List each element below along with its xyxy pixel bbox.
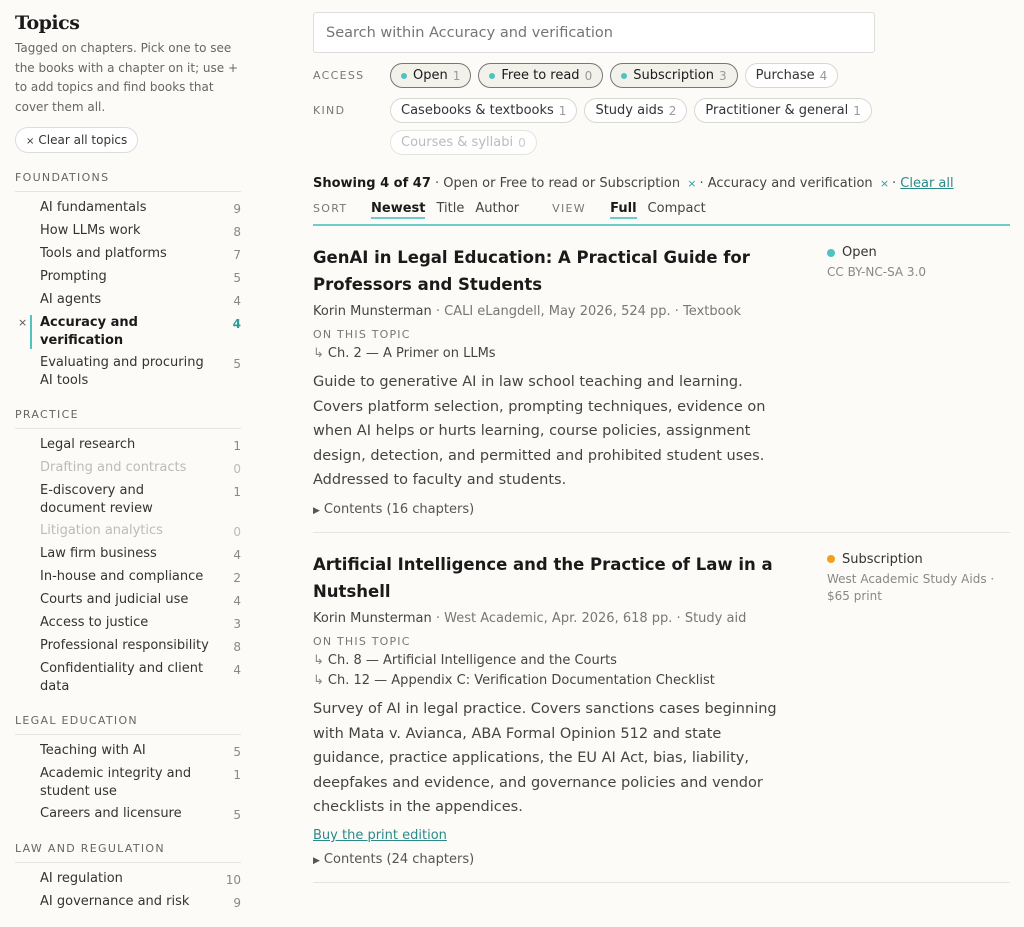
topic-label: Evaluating and procuring AI tools — [40, 355, 204, 388]
sidebar-item-academic-integrity-and-student-use[interactable] — [15, 763, 241, 803]
topic-label: Professional responsibility — [40, 638, 209, 653]
sort-option-title[interactable]: Title — [436, 201, 465, 216]
sidebar-item-ai-agents[interactable] — [15, 289, 241, 312]
chip-label: Courses & syllabi — [401, 135, 514, 150]
access-info — [827, 552, 1007, 605]
sidebar-item-evaluating-and-procuring-ai-tools[interactable] — [15, 352, 241, 392]
chip-count: 1 — [853, 103, 861, 118]
book-card — [313, 226, 1010, 533]
view-option-full[interactable]: Full — [610, 201, 636, 219]
remove-topic-icon[interactable]: × — [18, 316, 28, 329]
topic-label: Careers and licensure — [40, 806, 182, 821]
access-chip-open[interactable] — [390, 63, 471, 88]
clear-all-link[interactable]: Clear all — [900, 176, 954, 191]
access-meta: West Academic Study Aids · $65 print — [827, 571, 995, 603]
topic-label: Accuracy and verification — [40, 315, 138, 348]
topic-count: 2 — [233, 571, 241, 585]
book-list — [313, 226, 1010, 883]
chip-count: 1 — [452, 68, 461, 83]
access-meta: CC BY-NC-SA 3.0 — [827, 265, 927, 279]
topic-count: 0 — [233, 462, 241, 476]
chapter-title: Ch. 12 — Appendix C: Verification Documentation Checklist — [327, 672, 715, 688]
chip-label: Free to read — [501, 68, 580, 83]
access-label: Subscription — [842, 551, 923, 567]
access-dot-icon — [827, 555, 835, 563]
topic-label: Courts and judicial use — [40, 592, 189, 607]
topic-label: AI agents — [40, 292, 102, 307]
topic-count: 5 — [233, 357, 241, 371]
sidebar-item-access-to-justice[interactable] — [15, 612, 241, 635]
access-dot-icon — [827, 249, 835, 257]
sort-option-author[interactable]: Author — [475, 201, 520, 216]
sidebar-item-careers-and-licensure[interactable] — [15, 803, 241, 826]
topic-count: 4 — [233, 663, 241, 677]
topic-label: In-house and compliance — [40, 569, 204, 584]
view-options — [610, 201, 717, 216]
topic-label: E-discovery and document review — [40, 483, 153, 516]
book-author: Korin Munsterman — [313, 304, 432, 319]
sidebar-item-law-firm-business[interactable] — [15, 543, 241, 566]
chip-label: Casebooks & textbooks — [401, 103, 554, 118]
topic-section-law-and-regulation — [15, 842, 241, 914]
book-byline: Korin Munsterman · West Academic, Apr. 2026, 618 pp. · Study aid — [313, 610, 747, 626]
sidebar-item-tools-and-platforms[interactable] — [15, 243, 241, 266]
kind-chip-casebooks-textbooks[interactable] — [390, 98, 577, 123]
topic-count: 4 — [233, 548, 241, 562]
selected-dot-icon — [401, 73, 407, 79]
topic-label: Drafting and contracts — [40, 460, 187, 475]
topic-label: Prompting — [40, 269, 107, 284]
view-label: VIEW — [552, 202, 586, 215]
topic-count: 4 — [233, 294, 241, 308]
chapter-link[interactable] — [313, 673, 1010, 688]
buy-wrap — [313, 820, 1010, 843]
chip-label: Purchase — [755, 68, 815, 83]
topic-section-legal-education — [15, 714, 241, 826]
book-publication: CALI eLangdell, May 2026, 524 pp. · Textbook — [444, 304, 742, 319]
chip-label: Study aids — [595, 103, 664, 118]
book-author: Korin Munsterman — [313, 610, 432, 626]
selected-dot-icon — [621, 73, 627, 79]
topic-summary: Accuracy and verification — [707, 176, 873, 191]
clear-all-topics-label: Clear all topics — [38, 133, 128, 147]
topic-count: 5 — [233, 271, 241, 285]
sidebar-item-legal-research[interactable] — [15, 434, 241, 457]
book-title[interactable]: Artificial Intelligence and the Practice of Law in a Nutshell — [313, 554, 773, 601]
chip-count: 0 — [584, 68, 593, 83]
topic-label: Tools and platforms — [40, 246, 167, 261]
topic-count: 3 — [233, 617, 241, 631]
access-info — [827, 245, 1007, 281]
topic-label: Access to justice — [40, 615, 149, 630]
contents-label: Contents (24 chapters) — [323, 851, 475, 867]
buy-print-link[interactable]: Buy the print edition — [313, 827, 447, 843]
topic-label: AI governance and risk — [40, 894, 190, 909]
topic-count: 1 — [233, 485, 241, 499]
section-heading: LAW AND REGULATION — [15, 842, 241, 863]
sidebar-item-professional-responsibility[interactable] — [15, 635, 241, 658]
on-topic-label: ON THIS TOPIC — [313, 328, 411, 341]
topic-count: 4 — [232, 317, 241, 331]
topic-section-foundations — [15, 171, 241, 392]
remove-access-filter-icon[interactable]: × — [687, 177, 697, 190]
chip-label: Subscription — [633, 68, 714, 83]
sort-view-bar — [313, 201, 1010, 226]
chip-count: 2 — [668, 103, 677, 118]
disclosure-triangle-icon: ▶ — [313, 505, 320, 516]
topics-sidebar — [15, 10, 241, 914]
selected-dot-icon — [489, 73, 495, 79]
kind-filter-row — [313, 98, 1010, 155]
kind-filter-label: KIND — [313, 104, 346, 117]
topic-label: Legal research — [40, 437, 136, 452]
view-option-compact[interactable]: Compact — [647, 201, 706, 216]
access-filter-row — [313, 63, 1010, 88]
topic-label: AI fundamentals — [40, 200, 147, 215]
chip-count: 4 — [819, 68, 828, 83]
topic-label: Academic integrity and student use — [40, 766, 192, 799]
topic-count: 1 — [233, 439, 241, 453]
return-arrow-icon: ↳ — [313, 672, 324, 688]
sidebar-item-courts-and-judicial-use[interactable] — [15, 589, 241, 612]
section-heading: PRACTICE — [15, 408, 241, 429]
access-badge — [827, 552, 1007, 567]
topic-label: AI regulation — [40, 871, 123, 886]
chapter-title: Ch. 2 — A Primer on LLMs — [327, 346, 496, 361]
topic-label: How LLMs work — [40, 223, 141, 238]
topic-count: 5 — [233, 808, 241, 822]
access-summary: Open or Free to read or Subscription — [443, 176, 681, 191]
topic-section-practice — [15, 408, 241, 698]
sidebar-item-litigation-analytics — [15, 520, 241, 543]
chip-count: 3 — [718, 68, 727, 83]
sidebar-item-drafting-and-contracts — [15, 457, 241, 480]
topic-label: Litigation analytics — [40, 523, 163, 538]
sidebar-item-in-house-and-compliance[interactable] — [15, 566, 241, 589]
sidebar-item-how-llms-work[interactable] — [15, 220, 241, 243]
sidebar-item-prompting[interactable] — [15, 266, 241, 289]
chip-label: Open — [413, 68, 448, 83]
sidebar-item-ai-governance-and-risk[interactable] — [15, 891, 241, 914]
access-chips — [390, 63, 838, 88]
on-topic-label: ON THIS TOPIC — [313, 634, 411, 648]
chapter-link[interactable] — [313, 653, 1010, 668]
topic-label: Law firm business — [40, 546, 157, 561]
access-chip-purchase[interactable] — [745, 63, 839, 88]
access-chip-free-to-read[interactable] — [478, 63, 603, 88]
topic-sections — [15, 171, 241, 914]
topic-label: Confidentiality and client data — [40, 661, 204, 694]
sort-options — [371, 201, 530, 216]
disclosure-triangle-icon: ▶ — [313, 855, 320, 866]
topic-count: 8 — [233, 225, 241, 239]
book-description: Survey of AI in legal practice. Covers sanctions cases beginning with Mata v. Avianca, ABA Formal Opinion 512 and state guidance, practice applications, the EU AI Act, bias, liability, deepfakes and evidence, and governance policies and vendor checklists in the appendices. — [313, 700, 777, 816]
access-badge — [827, 245, 1007, 260]
close-icon: × — [26, 136, 35, 147]
access-chip-subscription[interactable] — [610, 63, 737, 88]
kind-chips — [390, 98, 880, 155]
section-heading: LEGAL EDUCATION — [15, 714, 241, 735]
book-publication: West Academic, Apr. 2026, 618 pp. · Study aid — [444, 610, 747, 626]
sidebar-item-ai-fundamentals[interactable] — [15, 197, 241, 220]
sort-option-newest[interactable]: Newest — [371, 201, 425, 219]
topic-count: 4 — [233, 594, 241, 608]
sidebar-title: Topics — [15, 12, 80, 34]
topic-count: 9 — [233, 202, 241, 216]
chapter-title: Ch. 8 — Artificial Intelligence and the Courts — [327, 652, 617, 668]
return-arrow-icon: ↳ — [313, 346, 324, 361]
results-summary: Showing 4 of 47 · Open or Free to read or Subscription × · Accuracy and verification × · Clear all — [313, 176, 954, 191]
chip-label: Practitioner & general — [705, 103, 849, 118]
topic-count: 5 — [233, 745, 241, 759]
topic-count: 9 — [233, 896, 241, 910]
topic-count: 10 — [225, 873, 241, 887]
section-heading: FOUNDATIONS — [15, 171, 241, 192]
kind-chip-courses-syllabi — [390, 130, 537, 155]
chapter-link[interactable] — [313, 346, 1010, 361]
sidebar-item-e-discovery-and-document-review[interactable] — [15, 480, 241, 520]
book-title[interactable]: GenAI in Legal Education: A Practical Guide for Professors and Students — [313, 248, 750, 294]
results-main — [313, 12, 1010, 883]
sidebar-intro: Tagged on chapters. Pick one to see the books with a chapter on it; use + to add topics and find books that cover them all. — [15, 41, 239, 114]
chip-count: 0 — [518, 135, 526, 150]
topic-count: 7 — [233, 248, 241, 262]
clear-all-topics-button[interactable] — [15, 127, 138, 153]
topic-count: 0 — [233, 525, 241, 539]
book-description: Guide to generative AI in law school teaching and learning. Covers platform selection, prompting techniques, evidence on when AI helps or hurts learning, course policies, assignment design, detection, and permitted and prohibited student uses. Addressed to faculty and students. — [313, 374, 766, 489]
book-card — [313, 533, 1010, 883]
topic-count: 1 — [233, 768, 241, 782]
sidebar-item-accuracy-and-verification[interactable] — [15, 312, 241, 352]
kind-chip-practitioner-general[interactable] — [694, 98, 871, 123]
return-arrow-icon: ↳ — [313, 652, 324, 668]
remove-topic-filter-icon[interactable]: × — [879, 177, 890, 190]
contents-toggle[interactable] — [313, 502, 1010, 517]
access-filter-label: ACCESS — [313, 69, 365, 82]
topic-count: 8 — [233, 640, 241, 654]
contents-label: Contents (16 chapters) — [323, 501, 475, 517]
sidebar-item-ai-regulation[interactable] — [15, 868, 241, 891]
topic-label: Teaching with AI — [40, 743, 146, 758]
kind-chip-study-aids[interactable] — [584, 98, 687, 123]
chip-count: 1 — [558, 103, 567, 118]
sort-label: SORT — [313, 202, 348, 215]
access-label: Open — [842, 245, 877, 260]
book-byline: Korin Munsterman · CALI eLangdell, May 2026, 524 pp. · Textbook — [313, 304, 742, 319]
contents-toggle[interactable] — [313, 852, 1010, 867]
showing-count: Showing 4 of 47 — [313, 176, 431, 191]
sidebar-item-teaching-with-ai[interactable] — [15, 740, 241, 763]
sidebar-item-confidentiality-and-client-data[interactable] — [15, 658, 241, 698]
search-input[interactable] — [313, 12, 875, 53]
